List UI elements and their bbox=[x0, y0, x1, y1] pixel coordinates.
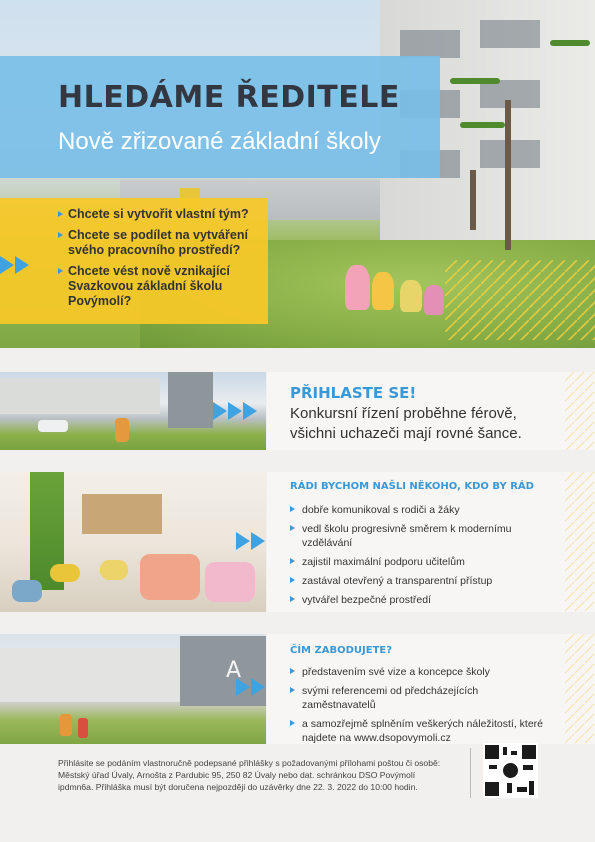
letter-sign: A bbox=[226, 658, 242, 683]
school-entrance-photo bbox=[0, 634, 266, 744]
triangle-pattern bbox=[445, 260, 595, 340]
question-item: Chcete si vytvořit vlastní tým? bbox=[68, 207, 266, 222]
library-photo bbox=[0, 472, 266, 612]
list-item: dobře komunikoval s rodiči a žáky bbox=[302, 503, 542, 517]
hero-banner bbox=[0, 0, 595, 348]
children-reading bbox=[345, 265, 370, 310]
arrow-decoration bbox=[213, 402, 257, 420]
arrow-decoration bbox=[236, 678, 265, 696]
score-heading: ČÍM ZABODUJETE? bbox=[290, 645, 393, 656]
list-item: svými referencemi od předcházejících zaměstnavatelů bbox=[302, 684, 552, 712]
question-item: Chcete se podílet na vytváření svého pracovního prostředí? bbox=[68, 228, 266, 258]
apply-text: Konkursní řízení proběhne férově, všichni uchazeči mají rovné šance. bbox=[290, 405, 522, 442]
list-item: vytvářel bezpečné prostředí bbox=[302, 593, 542, 607]
list-item: představením své vize a koncepce školy bbox=[302, 665, 552, 679]
qr-code-icon[interactable] bbox=[483, 743, 538, 798]
score-list bbox=[302, 665, 552, 750]
apply-heading: PŘIHLASTE SE! bbox=[290, 384, 417, 402]
list-item: a samozřejmě splněním veškerých náležitostí, které najdete na www.dsopovymoli.cz bbox=[302, 717, 552, 745]
list-item: zajistil maximální podporu učitelům bbox=[302, 555, 542, 569]
application-info: Přihlásite se podáním vlastnoručně podepsané přihlášky s požadovanými přílohami poštou či osobě: Městský úřad Úvaly, Arnošta z Pardubic 95, 250 82 Úvaly nebo dat. schránkou DSO Povýmolí ipdmn6a. Přihláška musí být doručena nejpozději do uzávěrky dne 22. 3. 2022 do 10:00 hodin. bbox=[58, 758, 441, 792]
question-list bbox=[68, 207, 266, 315]
arrow-decoration bbox=[236, 532, 265, 550]
title-banner bbox=[0, 56, 440, 178]
arrow-decoration bbox=[0, 256, 29, 274]
question-item: Chcete vést nově vznikající Svazkovou základní školu Povýmolí? bbox=[68, 264, 266, 309]
page-title: HLEDÁME ŘEDITELE bbox=[58, 80, 400, 115]
ideal-list bbox=[302, 503, 542, 612]
page-subtitle: Nově zřizované základní školy bbox=[58, 128, 381, 155]
divider bbox=[470, 748, 471, 798]
list-item: zastával otevřený a transparentní přístup bbox=[302, 574, 542, 588]
list-item: vedl školu progresivně směrem k modernímu vzdělávání bbox=[302, 522, 542, 550]
ideal-heading: RÁDI BYCHOM NAŠLI NĚKOHO, KDO BY RÁD bbox=[290, 481, 534, 492]
